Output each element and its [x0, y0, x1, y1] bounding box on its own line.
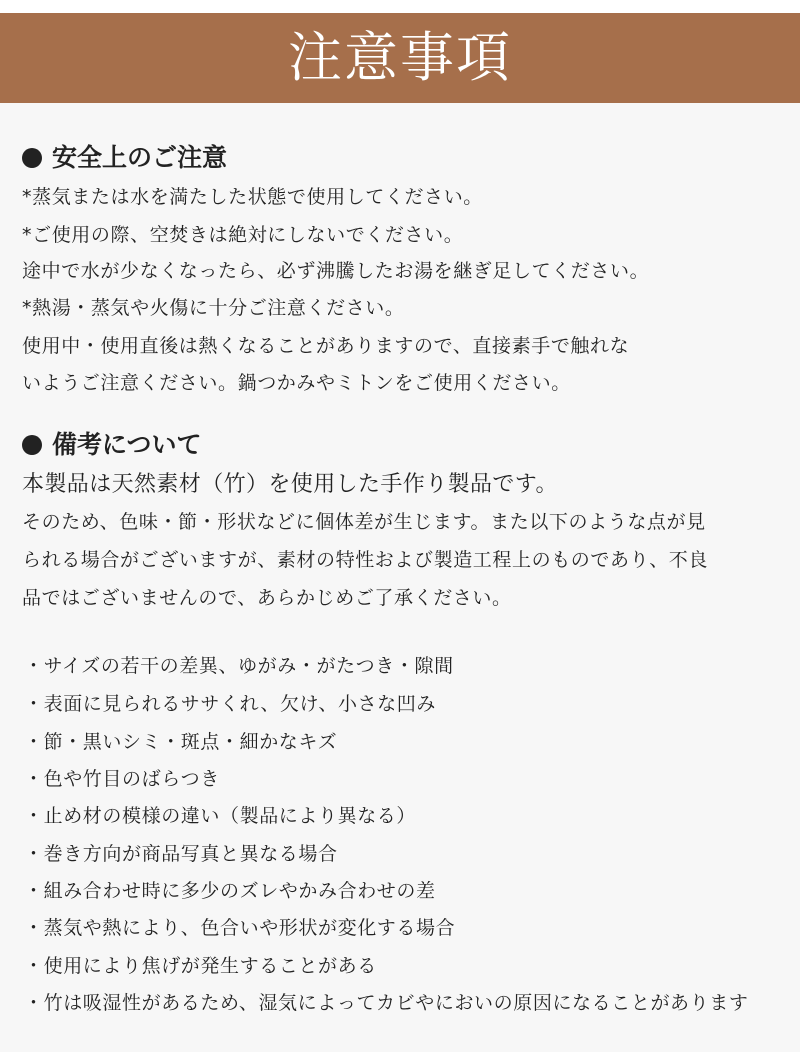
notes-line: そのため、色味・節・形状などに個体差が生じます。また以下のような点が見: [22, 511, 706, 533]
safety-line: *熱湯・蒸気や火傷に十分ご注意ください。: [22, 297, 405, 319]
safety-heading-text: 安全上のご注意: [52, 143, 228, 172]
list-item: ・止め材の模様の違い（製品により異なる）: [24, 805, 417, 827]
notes-heading: [22, 430, 202, 460]
list-item: ・巻き方向が商品写真と異なる場合: [24, 843, 338, 865]
notes-heading-text: 備考について: [52, 430, 202, 459]
safety-line: *蒸気または水を満たした状態で使用してください。: [22, 186, 483, 208]
safety-line: 途中で水が少なくなったら、必ず沸騰したお湯を継ぎ足してください。: [22, 260, 650, 282]
list-item: ・使用により焦げが発生することがある: [24, 955, 377, 977]
list-item: ・色や竹目のばらつき: [24, 768, 220, 790]
safety-heading: [22, 143, 227, 173]
list-item: ・節・黒いシミ・斑点・細かなキズ: [24, 731, 338, 753]
list-item: ・竹は吸湿性があるため、湿気によってカビやにおいの原因になることがあります: [24, 992, 749, 1014]
top-strip: [0, 0, 800, 13]
safety-line: 使用中・使用直後は熱くなることがありますので、直接素手で触れな: [22, 335, 630, 357]
safety-line: いようご注意ください。鍋つかみやミトンをご使用ください。: [22, 372, 571, 394]
safety-line: *ご使用の際、空焚きは絶対にしないでください。: [22, 224, 464, 246]
title-banner: [0, 13, 800, 103]
list-item: ・表面に見られるササくれ、欠け、小さな凹み: [24, 693, 436, 715]
list-item: ・蒸気や熱により、色合いや形状が変化する場合: [24, 917, 456, 939]
notes-intro: 本製品は天然素材（竹）を使用した手作り製品です。: [22, 472, 558, 497]
notes-line: られる場合がございますが、素材の特性および製造工程上のものであり、不良: [22, 549, 709, 571]
page-title: 注意事項: [288, 26, 512, 89]
notes-line: 品ではございませんので、あらかじめご了承ください。: [22, 587, 512, 609]
list-item: ・サイズの若干の差異、ゆがみ・がたつき・隙間: [24, 655, 454, 677]
list-item: ・組み合わせ時に多少のズレやかみ合わせの差: [24, 880, 436, 902]
bullet-dot-icon: [22, 435, 42, 455]
bullet-dot-icon: [22, 148, 42, 168]
